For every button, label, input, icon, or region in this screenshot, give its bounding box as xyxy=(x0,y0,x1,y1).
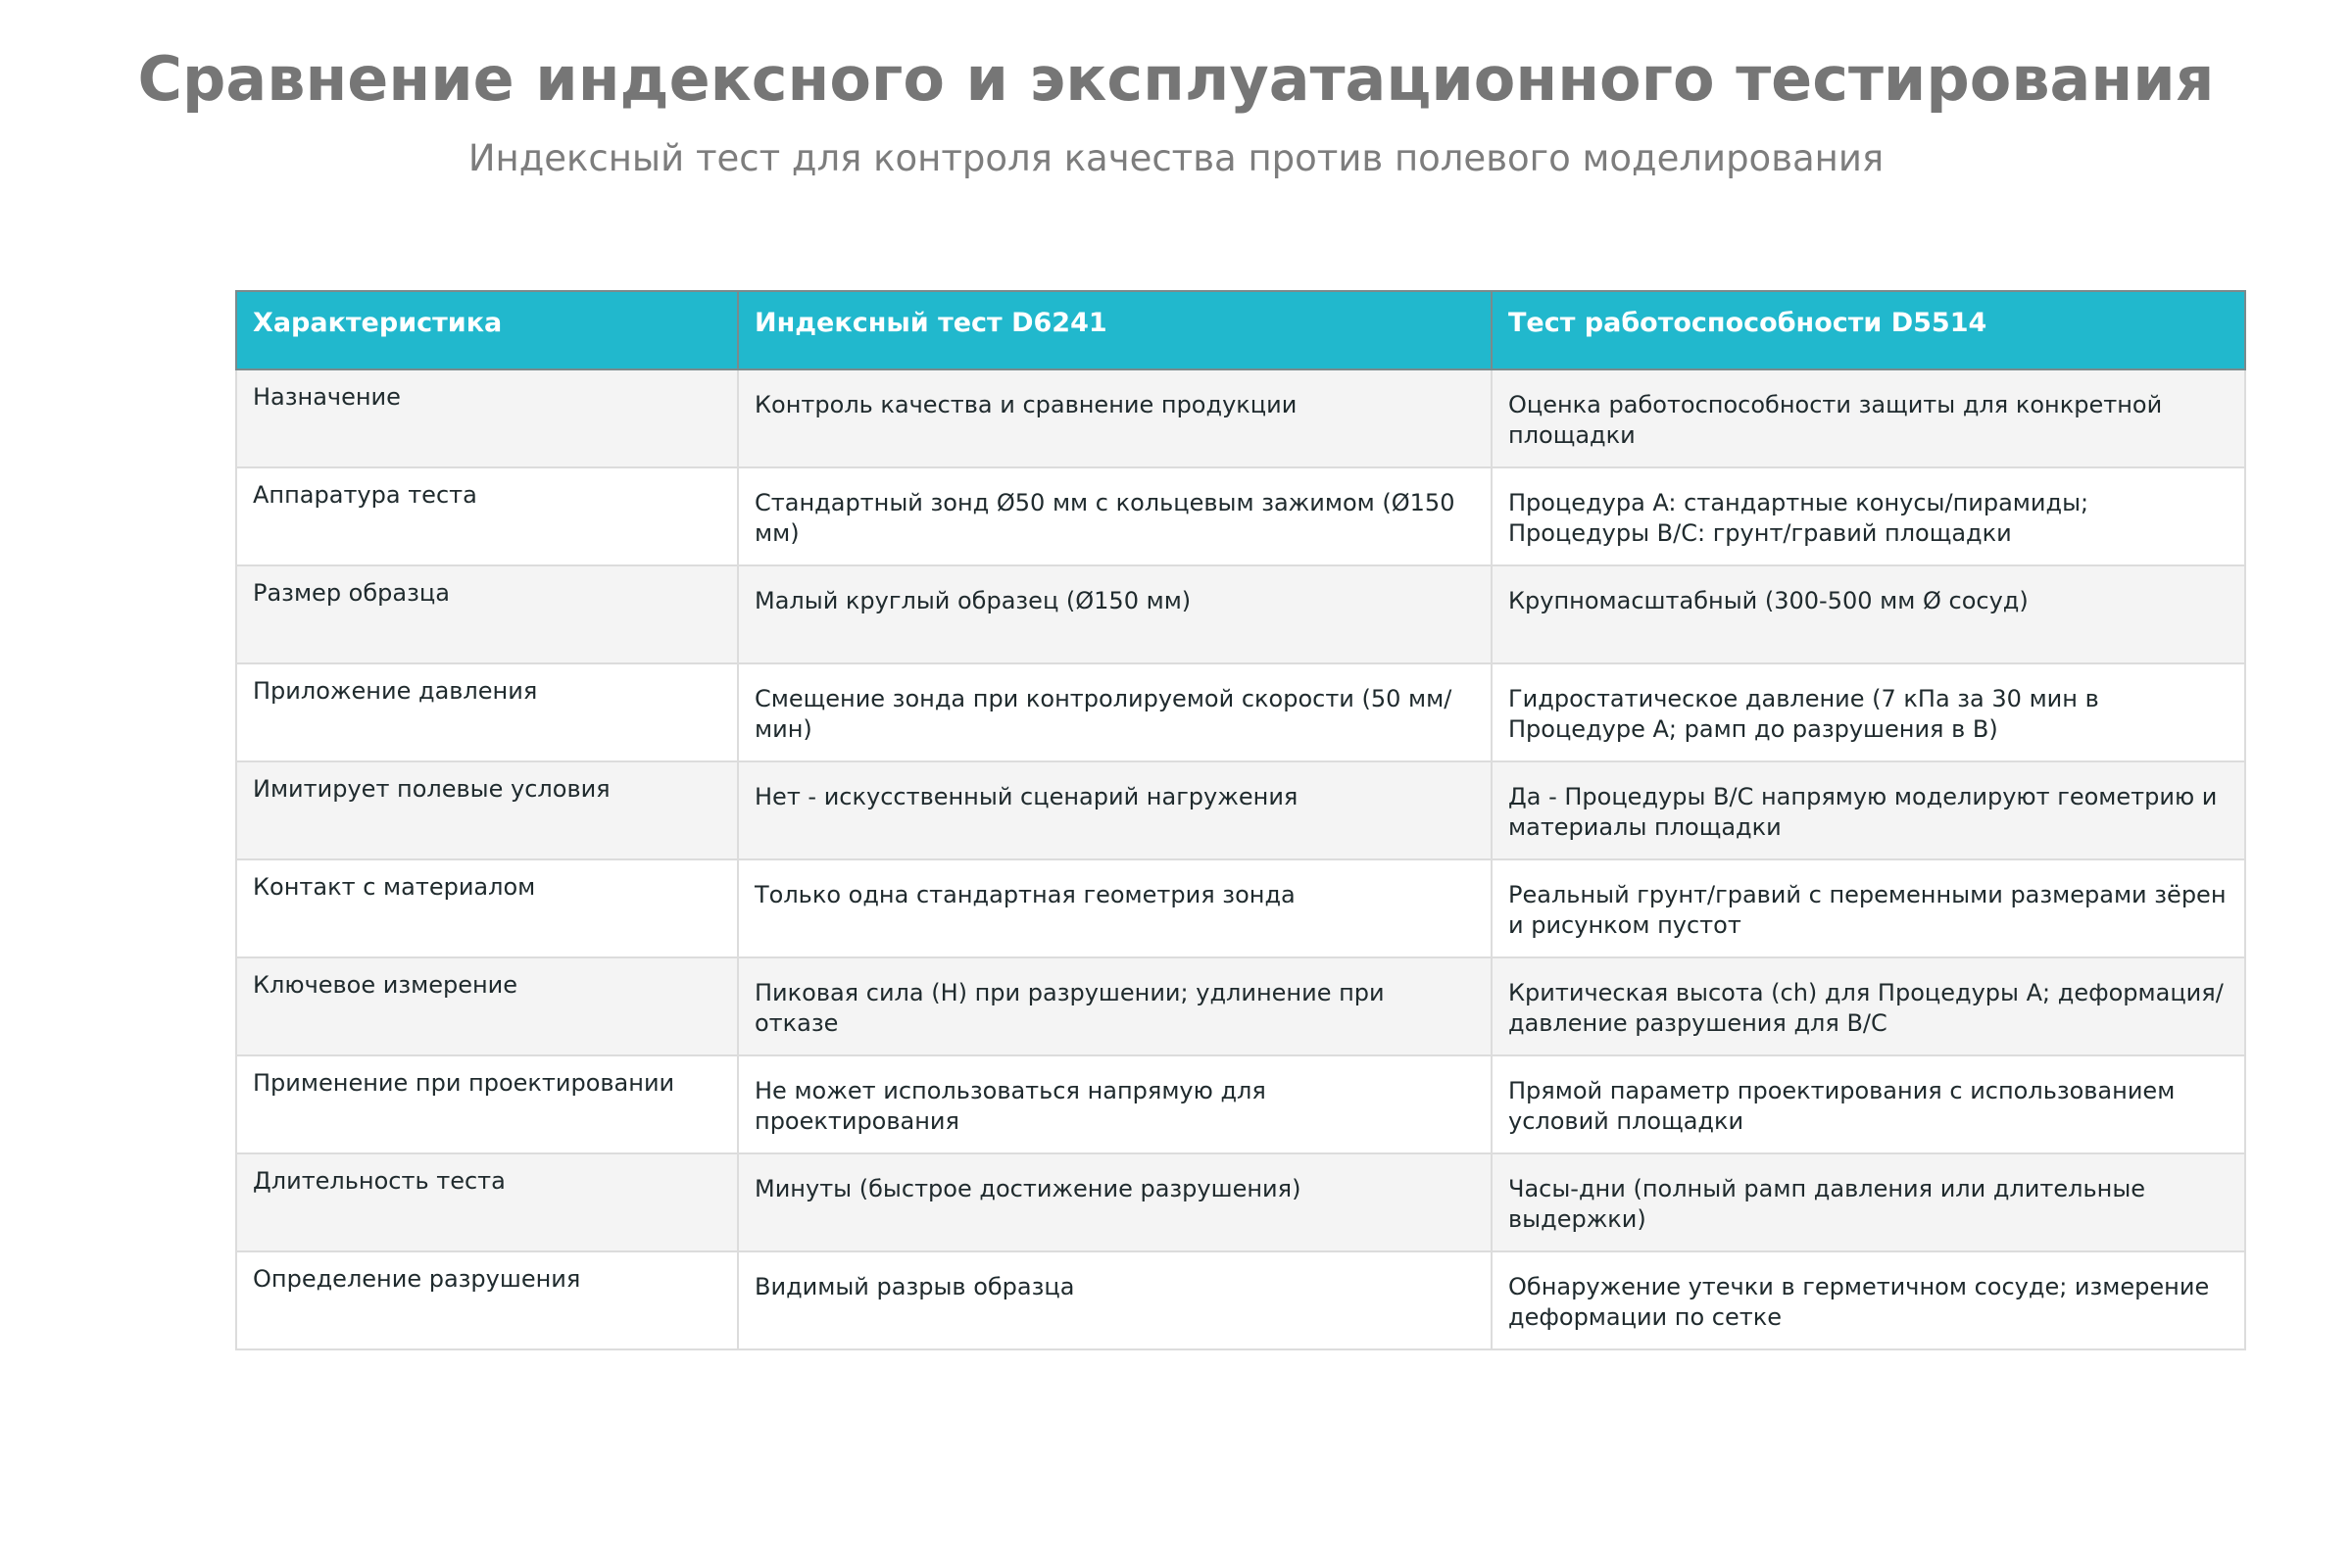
performance-test-cell: Реальный грунт/гравий с переменными размерами зёрен и рисунком пустот xyxy=(1492,859,2245,957)
index-test-cell: Не может использоваться напрямую для проектирования xyxy=(738,1055,1492,1153)
index-test-cell: Пиковая сила (Н) при разрушении; удлинение при отказе xyxy=(738,957,1492,1055)
index-test-cell: Малый круглый образец (Ø150 мм) xyxy=(738,565,1492,663)
performance-test-cell: Да - Процедуры B/C напрямую моделируют геометрию и материалы площадки xyxy=(1492,761,2245,859)
performance-test-cell: Прямой параметр проектирования с использованием условий площадки xyxy=(1492,1055,2245,1153)
table-row xyxy=(236,1055,2245,1153)
column-header-index-test: Индексный тест D6241 xyxy=(738,291,1492,369)
column-header-characteristic: Характеристика xyxy=(236,291,738,369)
table-row xyxy=(236,369,2245,467)
performance-test-cell: Крупномасштабный (300-500 мм Ø сосуд) xyxy=(1492,565,2245,663)
performance-test-cell: Часы-дни (полный рамп давления или длительные выдержки) xyxy=(1492,1153,2245,1251)
row-label: Назначение xyxy=(236,369,738,467)
index-test-cell: Смещение зонда при контролируемой скорости (50 мм/мин) xyxy=(738,663,1492,761)
row-label: Длительность теста xyxy=(236,1153,738,1251)
row-label: Имитирует полевые условия xyxy=(236,761,738,859)
row-label: Ключевое измерение xyxy=(236,957,738,1055)
performance-test-cell: Гидростатическое давление (7 кПа за 30 мин в Процедуре A; рамп до разрушения в B) xyxy=(1492,663,2245,761)
index-test-cell: Стандартный зонд Ø50 мм с кольцевым зажимом (Ø150 мм) xyxy=(738,467,1492,565)
comparison-table xyxy=(235,290,2246,1350)
table-row xyxy=(236,565,2245,663)
page-title: Сравнение индексного и эксплуатационного тестирования xyxy=(137,43,2215,115)
table-row xyxy=(236,1153,2245,1251)
table-row xyxy=(236,859,2245,957)
index-test-cell: Минуты (быстрое достижение разрушения) xyxy=(738,1153,1492,1251)
page-subtitle: Индексный тест для контроля качества против полевого моделирования xyxy=(467,137,1885,179)
table-header-row xyxy=(236,291,2245,369)
performance-test-cell: Критическая высота (ch) для Процедуры A; деформация/давление разрушения для B/C xyxy=(1492,957,2245,1055)
column-header-performance-test: Тест работоспособности D5514 xyxy=(1492,291,2245,369)
index-test-cell: Только одна стандартная геометрия зонда xyxy=(738,859,1492,957)
row-label: Контакт с материалом xyxy=(236,859,738,957)
row-label: Размер образца xyxy=(236,565,738,663)
performance-test-cell: Процедура A: стандартные конусы/пирамиды; Процедуры B/C: грунт/гравий площадки xyxy=(1492,467,2245,565)
performance-test-cell: Обнаружение утечки в герметичном сосуде; измерение деформации по сетке xyxy=(1492,1251,2245,1349)
table-row xyxy=(236,467,2245,565)
index-test-cell: Нет - искусственный сценарий нагружения xyxy=(738,761,1492,859)
table-row xyxy=(236,663,2245,761)
row-label: Определение разрушения xyxy=(236,1251,738,1349)
table-row xyxy=(236,761,2245,859)
table-row xyxy=(236,957,2245,1055)
index-test-cell: Контроль качества и сравнение продукции xyxy=(738,369,1492,467)
row-label: Применение при проектировании xyxy=(236,1055,738,1153)
row-label: Приложение давления xyxy=(236,663,738,761)
index-test-cell: Видимый разрыв образца xyxy=(738,1251,1492,1349)
performance-test-cell: Оценка работоспособности защиты для конкретной площадки xyxy=(1492,369,2245,467)
table-row xyxy=(236,1251,2245,1349)
row-label: Аппаратура теста xyxy=(236,467,738,565)
